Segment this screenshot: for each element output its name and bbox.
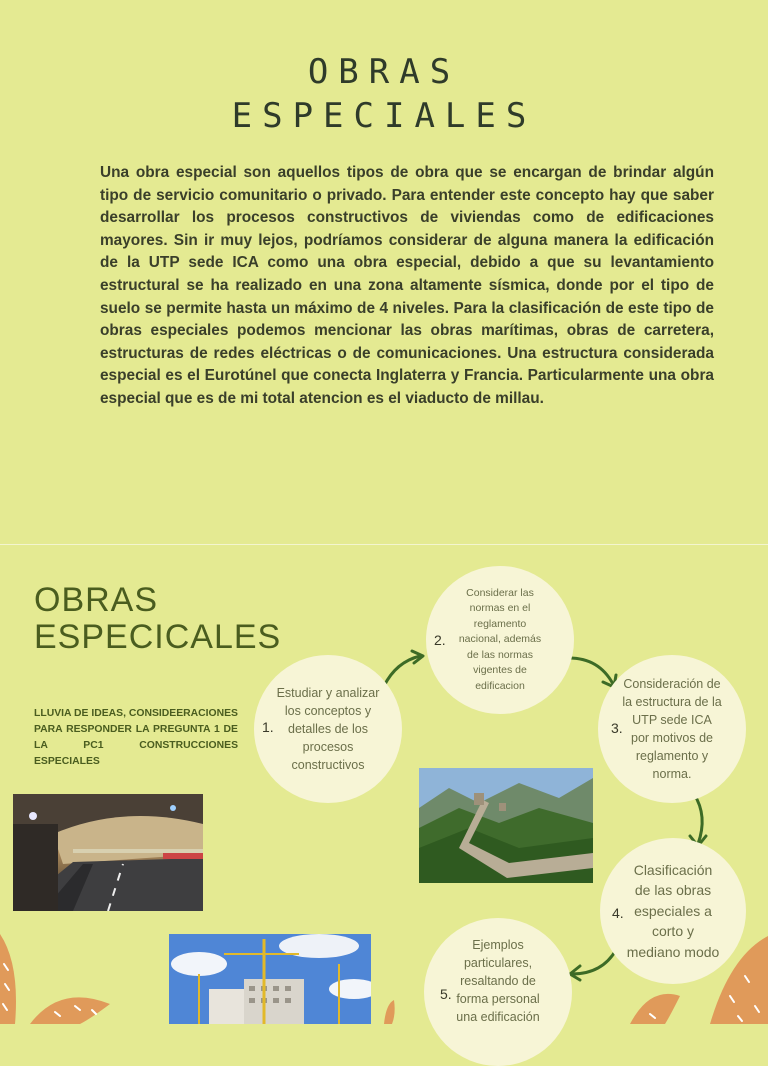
mindmap-title-line-2: ESPECICALES <box>34 618 282 656</box>
step-2-number: 2. <box>434 632 446 648</box>
step-3-number: 3. <box>611 720 623 736</box>
step-2-text: Considerar las normas en el reglamento nacional, además de las normas vigentes de edificacion <box>458 586 542 692</box>
step-2-circle <box>426 566 574 714</box>
step-3-text: Consideración de la estructura de la UTP sede ICA por motivos de reglamento y norma. <box>622 677 722 781</box>
step-1-number: 1. <box>262 719 274 735</box>
section-divider <box>0 544 768 545</box>
step-1-text: Estudiar y analizar los conceptos y detalles de los procesos constructivos <box>276 686 380 772</box>
step-4-text: Clasificación de las obras especiales a corto y mediano modo <box>626 861 720 960</box>
page-title-line-2: ESPECIALES <box>231 96 537 136</box>
step-5-number: 5. <box>440 986 452 1002</box>
great-wall-photo <box>419 768 593 883</box>
leaf-decoration-left <box>0 924 120 1028</box>
tunnel-photo <box>13 794 203 911</box>
step-4-number: 4. <box>612 905 624 921</box>
mindmap-title-line-1: OBRAS <box>34 581 159 619</box>
step-5-text: Ejemplos particulares, resaltando de forma personal una edificación <box>456 938 540 1024</box>
mindmap-title <box>34 582 294 656</box>
intro-paragraph: Una obra especial son aquellos tipos de obra que se encargan de brindar algún tipo de servicio comunitario o privado. Para entender este concepto hay que saber desarrollar los procesos constructivos de viviendas como de edificaciones mayores. Sin ir muy lejos, podríamos considerar de alguna manera la edificación de la UTP sede ICA como una obra especial, debido a que su levantamiento estructural se ha realizado en una zona altamente sísmica, donde por el tipo de suelo se permite hasta un máximo de 4 niveles. Para la clasificación de este tipo de obras especiales podemos mencionar las obras marítimas, obras de carretera, estructuras de redes eléctricas o de comunicaciones. Una estructura considerada especial es el Eurotúnel que conecta Inglaterra y Francia. Particularmente una obra especial que es de mi total atencion es el viaducto de millau. <box>100 164 714 407</box>
mindmap-subtitle: LLUVIA DE IDEAS, CONSIDEERACIONES PARA RESPONDER LA PREGUNTA 1 DE LA PC1 CONSTRUCCIONES ESPECIALES <box>34 708 238 767</box>
page-title-line-1: OBRAS <box>307 52 461 92</box>
construction-cranes-photo <box>169 934 371 1024</box>
step-1-circle <box>254 655 402 803</box>
